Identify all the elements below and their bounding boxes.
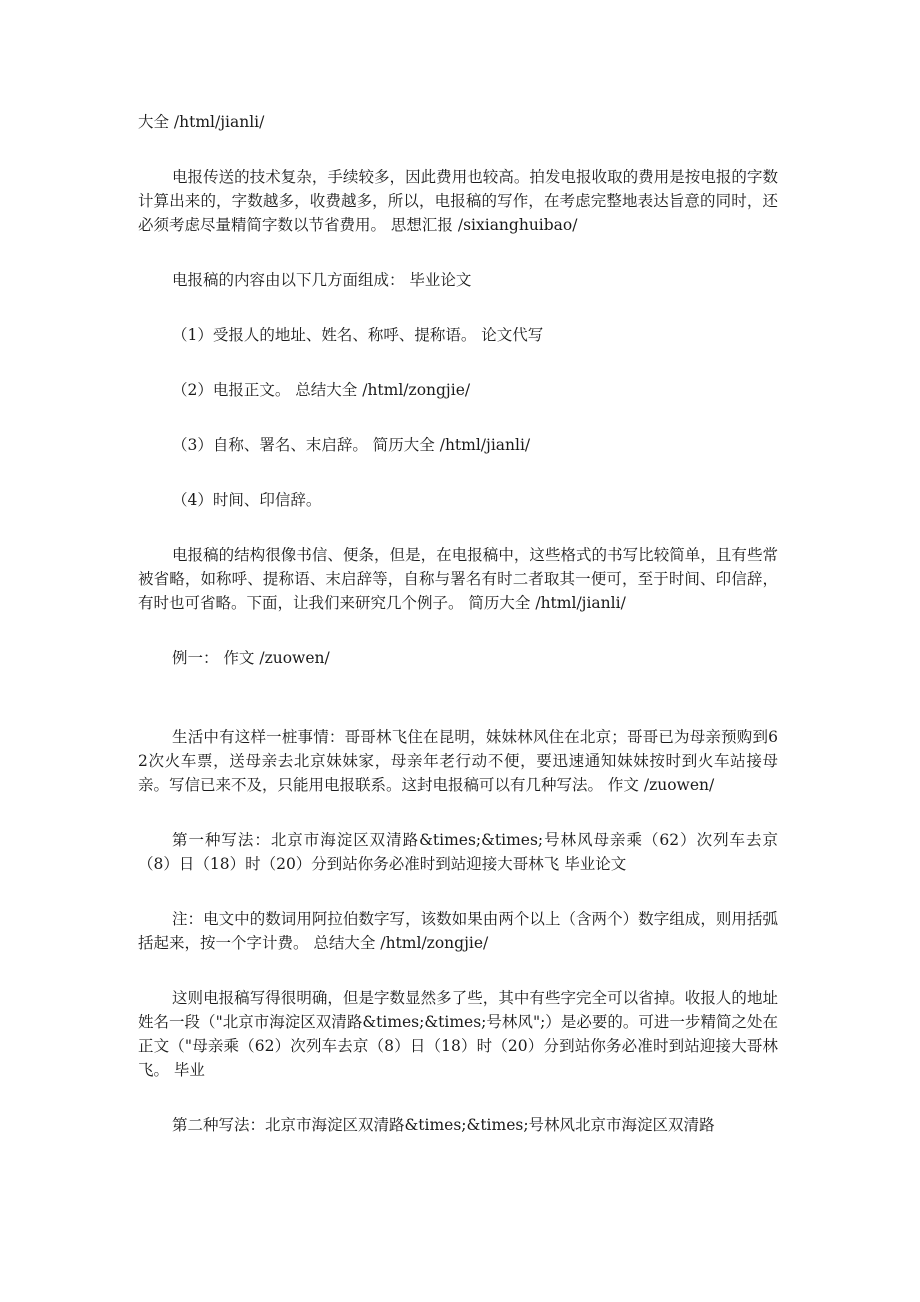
- paragraph-method-two: 第二种写法：北京市海淀区双清路&times;&times;号林风北京市海淀区双清路: [172, 1116, 715, 1134]
- list-item-2: （2）电报正文。 总结大全 /html/zongjie/: [172, 381, 471, 399]
- list-item-3: （3）自称、署名、末启辞。 简历大全 /html/jianli/: [172, 436, 531, 454]
- paragraph-heading-fragment: 大全 /html/jianli/: [138, 113, 265, 131]
- paragraph-structure: 电报稿的结构很像书信、便条，但是，在电报稿中，这些格式的书写比较简单，且有些常被省略，如称呼、提称语、末启辞等，自称与署名有时二者取其一便可，至于时间、印信辞，有时也可省略。下面，让我们来研究几个例子。 简历大全 /html/jianli/: [138, 546, 778, 612]
- paragraph-example-one: 例一： 作文 /zuowen/: [172, 649, 330, 667]
- list-item-1: （1）受报人的地址、姓名、称呼、提称语。 论文代写: [172, 326, 544, 344]
- paragraph-story: 生活中有这样一桩事情：哥哥林飞住在昆明，妹妹林风住在北京；哥哥已为母亲预购到62次火车票，送母亲去北京妹妹家，母亲年老行动不便，要迅速通知妹妹按时到火车站接母亲。写信已来不及，只能用电报联系。这封电报稿可以有几种写法。 作文 /zuowen/: [138, 728, 778, 794]
- document-body: [138, 110, 778, 1137]
- list-item-4: （4）时间、印信辞。: [172, 491, 322, 509]
- paragraph-content-components: 电报稿的内容由以下几方面组成： 毕业论文: [172, 271, 472, 289]
- paragraph-method-one: 第一种写法：北京市海淀区双清路&times;&times;号林风母亲乘（62）次列车去京（8）日（18）时（20）分到站你务必准时到站迎接大哥林飞 毕业论文: [138, 831, 778, 873]
- paragraph-note: 注：电文中的数词用阿拉伯数字写，该数如果由两个以上（含两个）数字组成，则用括弧括起来，按一个字计费。 总结大全 /html/zongjie/: [138, 910, 778, 952]
- paragraph-analysis: 这则电报稿写得很明确，但是字数显然多了些，其中有些字完全可以省掉。收报人的地址姓名一段（"北京市海淀区双清路&times;&times;号林风";）是必要的。可进一步精简之处在正文（"母亲乘（62）次列车去京（8）日（18）时（20）分到站你务必准时到站迎接大哥林飞。 毕业: [138, 989, 778, 1079]
- paragraph-telegram-cost: 电报传送的技术复杂，手续较多，因此费用也较高。拍发电报收取的费用是按电报的字数计算出来的，字数越多，收费越多，所以，电报稿的写作，在考虑完整地表达旨意的同时，还必须考虑尽量精简字数以节省费用。 思想汇报 /sixianghuibao/: [138, 168, 778, 234]
